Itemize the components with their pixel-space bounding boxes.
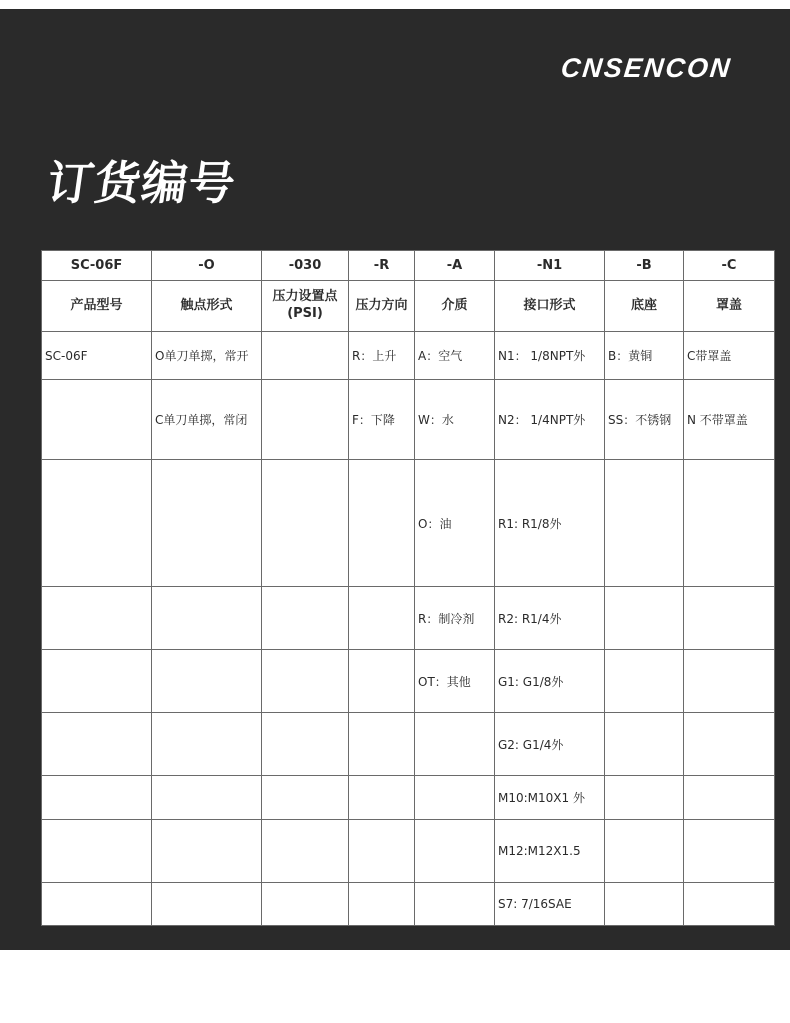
table-cell: C带罩盖 (684, 332, 775, 380)
table-cell (42, 820, 152, 883)
order-code-table (41, 250, 775, 926)
table-cell (262, 460, 349, 587)
table-cell: M12:M12X1.5 (495, 820, 605, 883)
column-header: 产品型号 (42, 281, 152, 332)
table-cell (349, 883, 415, 926)
code-cell: -030 (262, 251, 349, 281)
column-header: 介质 (415, 281, 495, 332)
column-header: 触点形式 (152, 281, 262, 332)
table-cell (684, 650, 775, 713)
table-cell (262, 380, 349, 460)
code-cell: -B (605, 251, 684, 281)
table-cell (605, 460, 684, 587)
table-cell (42, 713, 152, 776)
table-row (42, 820, 775, 883)
table-cell (349, 820, 415, 883)
column-header: 底座 (605, 281, 684, 332)
table-cell: R：上升 (349, 332, 415, 380)
code-cell: SC-06F (42, 251, 152, 281)
table-cell (415, 776, 495, 820)
table-cell (42, 587, 152, 650)
table-cell (415, 820, 495, 883)
column-header: 压力设置点 (PSI) (262, 281, 349, 332)
table-cell (42, 380, 152, 460)
table-cell (42, 883, 152, 926)
table-cell (262, 587, 349, 650)
table-cell (605, 713, 684, 776)
table-cell (605, 650, 684, 713)
table-cell (262, 820, 349, 883)
page-title: 订货编号 (43, 156, 240, 210)
table-cell (684, 460, 775, 587)
table-cell: O单刀单掷，常开 (152, 332, 262, 380)
table-row (42, 650, 775, 713)
table-cell (262, 332, 349, 380)
table-cell (152, 883, 262, 926)
table-cell (262, 776, 349, 820)
table-cell (684, 587, 775, 650)
table-cell (349, 587, 415, 650)
table-cell (415, 883, 495, 926)
table-cell: F：下降 (349, 380, 415, 460)
table-cell (152, 460, 262, 587)
table-row (42, 713, 775, 776)
brand-logo: CNSENCON (559, 53, 734, 83)
table-cell (349, 713, 415, 776)
table-cell (349, 650, 415, 713)
code-cell: -C (684, 251, 775, 281)
table-cell (605, 820, 684, 883)
table-cell: B：黄铜 (605, 332, 684, 380)
table-cell: W：水 (415, 380, 495, 460)
table-cell (605, 883, 684, 926)
table-row (42, 380, 775, 460)
code-cell: -A (415, 251, 495, 281)
table-cell: S7: 7/16SAE (495, 883, 605, 926)
table-cell: R2: R1/4外 (495, 587, 605, 650)
table-cell (42, 776, 152, 820)
table-cell (42, 650, 152, 713)
table-cell: A：空气 (415, 332, 495, 380)
table-cell (349, 776, 415, 820)
code-cell: -N1 (495, 251, 605, 281)
code-row (42, 251, 775, 281)
table-cell (262, 650, 349, 713)
table-cell: C单刀单掷，常闭 (152, 380, 262, 460)
column-header: 接口形式 (495, 281, 605, 332)
table-cell: SS：不锈钢 (605, 380, 684, 460)
table-row (42, 332, 775, 380)
table-cell (684, 713, 775, 776)
table-cell (152, 713, 262, 776)
table-cell: SC-06F (42, 332, 152, 380)
code-cell: -O (152, 251, 262, 281)
table-cell (684, 820, 775, 883)
table-cell (42, 460, 152, 587)
table-cell (152, 650, 262, 713)
table-cell: G2: G1/4外 (495, 713, 605, 776)
table-cell (152, 820, 262, 883)
table-cell (684, 776, 775, 820)
table-cell: M10:M10X1 外 (495, 776, 605, 820)
table-cell: N 不带罩盖 (684, 380, 775, 460)
table-cell (262, 713, 349, 776)
table-cell (605, 776, 684, 820)
table-cell: N1： 1/8NPT外 (495, 332, 605, 380)
table-cell (152, 776, 262, 820)
table-row (42, 776, 775, 820)
header-row (42, 281, 775, 332)
column-header: 罩盖 (684, 281, 775, 332)
table-cell (415, 713, 495, 776)
table-cell: OT：其他 (415, 650, 495, 713)
table-cell (262, 883, 349, 926)
table-cell (605, 587, 684, 650)
table-row (42, 883, 775, 926)
table-cell: N2： 1/4NPT外 (495, 380, 605, 460)
table-cell: O：油 (415, 460, 495, 587)
column-header: 压力方向 (349, 281, 415, 332)
table-cell (684, 883, 775, 926)
table-cell: R：制冷剂 (415, 587, 495, 650)
table-cell: R1: R1/8外 (495, 460, 605, 587)
table-cell: G1: G1/8外 (495, 650, 605, 713)
table-row (42, 460, 775, 587)
table-row (42, 587, 775, 650)
table-cell (349, 460, 415, 587)
code-cell: -R (349, 251, 415, 281)
table-cell (152, 587, 262, 650)
